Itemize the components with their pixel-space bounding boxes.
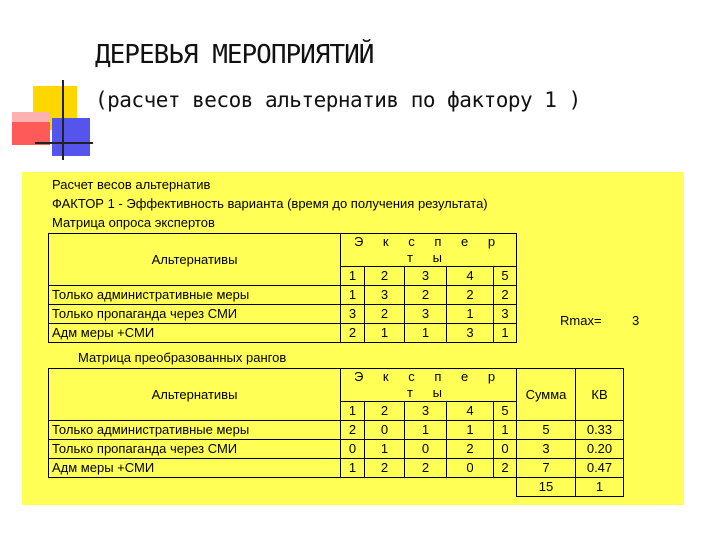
alternatives-header: Альтернативы	[49, 234, 341, 286]
expert-number: 5	[494, 402, 517, 421]
rank-cell: 2	[341, 324, 365, 343]
rank-cell: 0	[365, 421, 405, 440]
kv-total: 1	[576, 478, 624, 497]
expert-number: 1	[341, 402, 365, 421]
alternative-name: Адм меры +СМИ	[49, 459, 341, 478]
table-row	[49, 440, 624, 459]
rmax-value: 3	[632, 313, 640, 328]
rank-cell: 2	[447, 286, 494, 305]
expert-number: 2	[365, 267, 405, 286]
sum-cell: 5	[517, 421, 576, 440]
alternative-name: Только административные меры	[49, 421, 341, 440]
table-row	[49, 459, 624, 478]
rank-cell: 1	[405, 324, 447, 343]
matrix1-title: Матрица опроса экспертов	[52, 215, 215, 230]
rank-cell: 1	[365, 440, 405, 459]
rank-cell: 2	[405, 459, 447, 478]
slide-title: ДЕРЕВЬЯ МЕРОПРИЯТИЙ	[95, 40, 374, 70]
section-heading: Расчет весов альтернатив	[52, 177, 211, 192]
decor-horizontal-line	[35, 142, 93, 144]
slide-subtitle: (расчет весов альтернатив по фактору 1 )	[95, 88, 581, 112]
sum-cell: 3	[517, 440, 576, 459]
rank-cell: 1	[494, 421, 517, 440]
alternative-name: Адм меры +СМИ	[49, 324, 341, 343]
table-row	[49, 324, 517, 343]
expert-number: 4	[447, 402, 494, 421]
sum-total: 15	[517, 478, 576, 497]
rank-cell: 1	[447, 421, 494, 440]
rank-cell: 2	[365, 459, 405, 478]
rank-cell: 1	[494, 324, 517, 343]
kv-cell: 0.20	[576, 440, 624, 459]
rank-cell: 3	[405, 305, 447, 324]
rank-cell: 3	[341, 305, 365, 324]
table-header-row	[49, 234, 517, 267]
expert-survey-matrix	[48, 233, 517, 343]
expert-number: 5	[494, 267, 517, 286]
sum-header: Сумма	[517, 369, 576, 421]
rank-cell: 3	[447, 324, 494, 343]
table-header-row	[49, 369, 624, 402]
rank-cell: 3	[365, 286, 405, 305]
decor-blue-square	[52, 118, 90, 156]
matrix2-title: Матрица преобразованных рангов	[78, 350, 287, 365]
decor-red-highlight	[12, 112, 50, 122]
content-panel	[22, 172, 684, 505]
alternative-name: Только административные меры	[49, 286, 341, 305]
experts-header: Э к с п е р т ы	[341, 234, 517, 267]
alternative-name: Только пропаганда через СМИ	[49, 305, 341, 324]
expert-number: 2	[365, 402, 405, 421]
rank-cell: 2	[447, 440, 494, 459]
rank-cell: 0	[494, 440, 517, 459]
rank-cell: 1	[341, 459, 365, 478]
rank-cell: 1	[447, 305, 494, 324]
table-row	[49, 305, 517, 324]
rank-cell: 0	[341, 440, 365, 459]
totals-row	[49, 478, 624, 497]
alternatives-header: Альтернативы	[49, 369, 341, 421]
experts-header: Э к с п е р т ы	[341, 369, 517, 402]
rank-cell: 2	[494, 286, 517, 305]
rmax-label: Rmax=	[560, 313, 602, 328]
transformed-ranks-matrix	[48, 368, 624, 497]
kv-header: КВ	[576, 369, 624, 421]
rank-cell: 2	[494, 459, 517, 478]
rank-cell: 0	[447, 459, 494, 478]
kv-cell: 0.33	[576, 421, 624, 440]
decor-vertical-line	[62, 80, 64, 160]
expert-number: 3	[405, 267, 447, 286]
expert-number: 1	[341, 267, 365, 286]
alternative-name: Только пропаганда через СМИ	[49, 440, 341, 459]
table-row	[49, 286, 517, 305]
rank-cell: 1	[405, 421, 447, 440]
rank-cell: 1	[365, 324, 405, 343]
factor-line: ФАКТОР 1 - Эффективность варианта (время до получения результата)	[52, 196, 488, 211]
rank-cell: 2	[405, 286, 447, 305]
expert-number: 3	[405, 402, 447, 421]
rank-cell: 1	[341, 286, 365, 305]
rank-cell: 2	[365, 305, 405, 324]
rank-cell: 3	[494, 305, 517, 324]
kv-cell: 0.47	[576, 459, 624, 478]
sum-cell: 7	[517, 459, 576, 478]
rank-cell: 2	[341, 421, 365, 440]
table-row	[49, 421, 624, 440]
rank-cell: 0	[405, 440, 447, 459]
expert-number: 4	[447, 267, 494, 286]
